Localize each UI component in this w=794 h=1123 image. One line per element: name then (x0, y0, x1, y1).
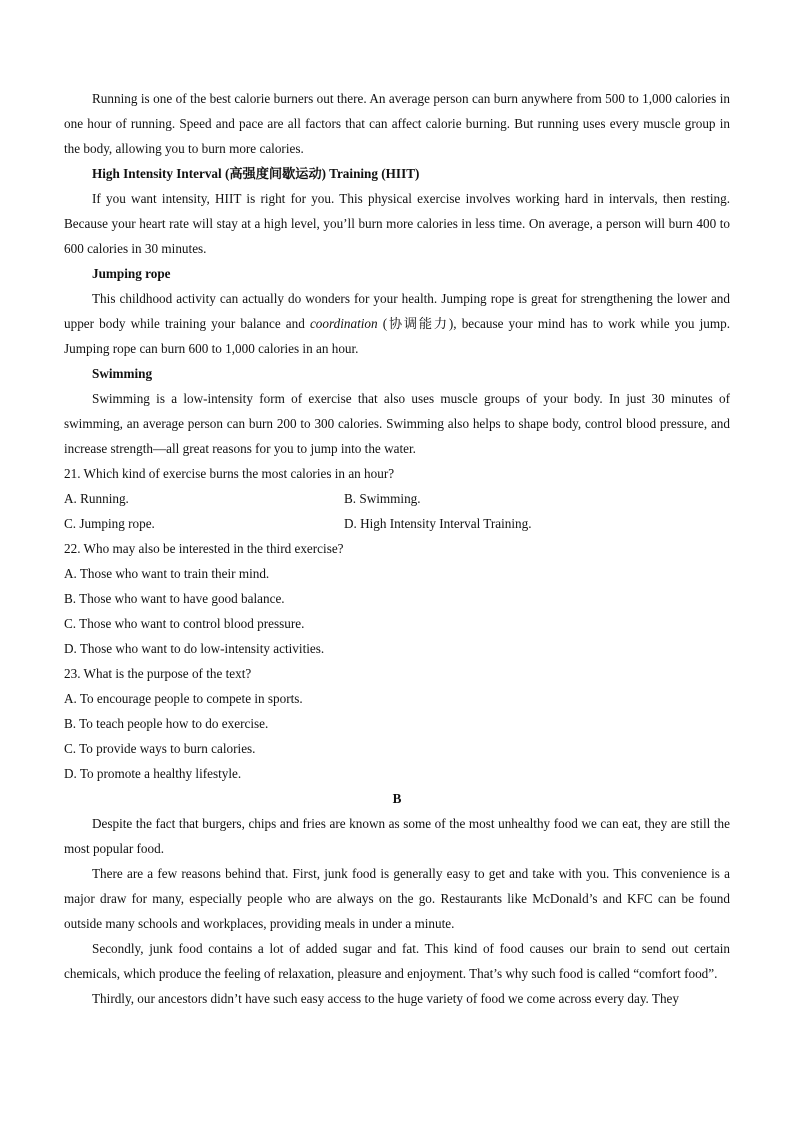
question-22-stem: 22. Who may also be interested in the third exercise? (64, 541, 344, 556)
rope-italic-term: coordination (309, 316, 378, 331)
swimming-heading: Swimming (92, 366, 153, 381)
q23-option-d: D. To promote a healthy lifestyle. (64, 766, 242, 781)
jumping-rope-heading: Jumping rope (92, 266, 171, 281)
q23-option-b: B. To teach people how to do exercise. (64, 716, 269, 731)
jumping-rope-paragraph (64, 286, 730, 361)
q22-option-c: C. Those who want to control blood pressure. (64, 616, 305, 631)
q23-option-c: C. To provide ways to burn calories. (64, 741, 256, 756)
hiit-paragraph: If you want intensity, HIIT is right for you. This physical exercise involves working hard in intervals, then resting. Because your heart rate will stay at a high level, you’ll burn more calories in less time. On average, a person will burn 400 to 600 calories in 30 minutes. (64, 191, 730, 256)
q21-option-a: A. Running. (64, 491, 129, 506)
section-b-title: B (392, 791, 402, 806)
question-21-options-row-1 (64, 486, 730, 511)
q22-option-b: B. Those who want to have good balance. (64, 591, 285, 606)
q21-option-d: D. High Intensity Interval Training. (344, 516, 532, 531)
rope-text-1: This childhood activity can actually do wonders for your health. Jumping rope is great for strengthening the lower and upper body while training your balance and (64, 291, 730, 331)
hiit-heading: High Intensity Interval (高强度间歇运动) Training (HIIT) (92, 166, 420, 181)
question-21-stem: 21. Which kind of exercise burns the most calories in an hour? (64, 466, 395, 481)
q23-option-a: A. To encourage people to compete in sports. (64, 691, 303, 706)
passage-b-paragraph-3: Secondly, junk food contains a lot of added sugar and fat. This kind of food causes our brain to send out certain chemicals, which produce the feeling of relaxation, pleasure and enjoyment. That’s why such food is called “comfort food”. (64, 941, 730, 981)
question-21-options-row-2 (64, 511, 730, 536)
q21-option-b: B. Swimming. (344, 491, 421, 506)
running-paragraph: Running is one of the best calorie burners out there. An average person can burn anywhere from 500 to 1,000 calories in one hour of running. Speed and pace are all factors that can affect calorie burning. But running uses every muscle group in the body, allowing you to burn more calories. (64, 91, 730, 156)
document-page (64, 86, 730, 1011)
q22-option-d: D. Those who want to do low-intensity activities. (64, 641, 325, 656)
q22-option-a: A. Those who want to train their mind. (64, 566, 270, 581)
passage-b-paragraph-4: Thirdly, our ancestors didn’t have such easy access to the huge variety of food we come across every day. They (92, 991, 680, 1006)
passage-b-paragraph-2: There are a few reasons behind that. First, junk food is generally easy to get and take with you. This convenience is a major draw for many, especially people who are always on the go. Restaurants like McDonald’s and KFC can be found outside many schools and workplaces, providing meals in under a minute. (64, 866, 730, 931)
q21-option-c: C. Jumping rope. (64, 516, 155, 531)
passage-b-paragraph-1: Despite the fact that burgers, chips and fries are known as some of the most unhealthy food we can eat, they are still the most popular food. (64, 816, 730, 856)
question-23-stem: 23. What is the purpose of the text? (64, 666, 252, 681)
rope-text-2: (协调能力), because your mind has to work while you jump. Jumping rope can burn 600 to 1,000 calories in an hour. (64, 316, 730, 356)
swimming-paragraph: Swimming is a low-intensity form of exercise that also uses muscle groups of your body. In just 30 minutes of swimming, an average person can burn 200 to 300 calories. Swimming also helps to shape body, control blood pressure, and increase strength—all great reasons for you to jump into the water. (64, 391, 730, 456)
